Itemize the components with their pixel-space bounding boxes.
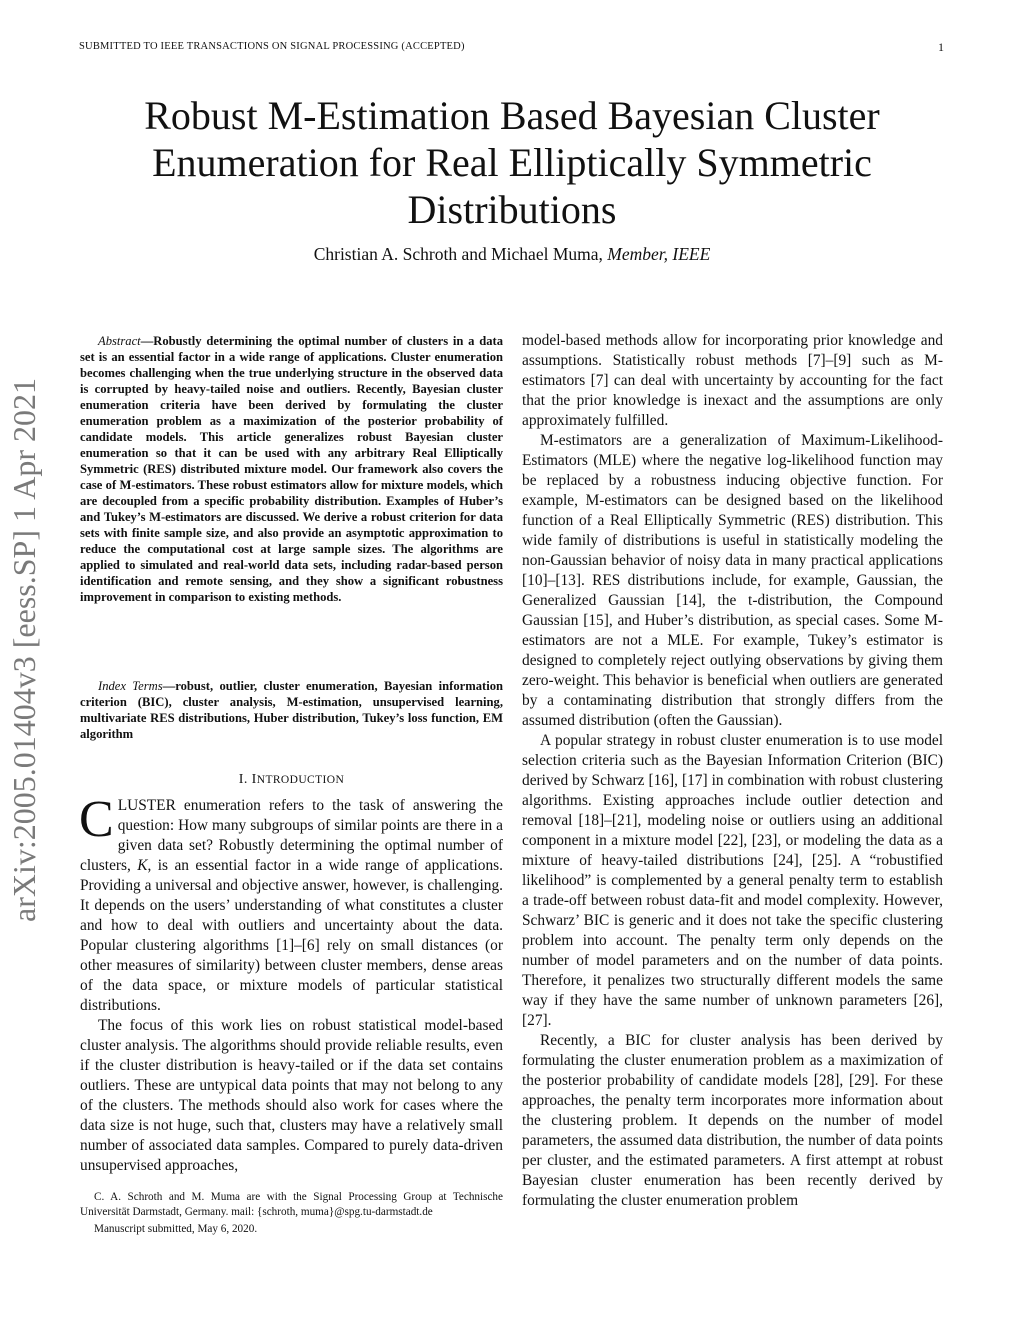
drop-cap: C bbox=[79, 791, 114, 848]
section-number: I. bbox=[238, 772, 248, 787]
abstract-label: Abstract bbox=[98, 334, 141, 348]
section-heading-introduction bbox=[80, 772, 503, 788]
index-terms-label: Index Terms bbox=[98, 679, 163, 693]
paper-title bbox=[80, 92, 944, 233]
abstract-text: Robustly determining the optimal number of clusters in a data set is an essential factor in a wide range of applications. Cluster enumeration becomes challenging when the true underlying structure in the observed data is corrupted by heavy-tailed noise and outliers. Recently, Bayesian cluster enumeration criteria have been derived by formulating the cluster enumeration problem as a maximization of the posterior probability of candidate models. This article generalizes robust Bayesian cluster enumeration so that it can be used with any arbitrary Real Elliptically Symmetric (RES) distributed mixture model. Our framework also covers the case of M-estimators. These robust estimators allow for mixture models, which are decoupled from a specific probability distribution. Examples of Huber’s and Tukey’s M-estimators are discussed. We derive a robust criterion for data sets with finite sample size, and also provide an asymptotic approximation to reduce the computational cost at large sample sizes. The algorithms are applied to simulated and real-world data sets, including radar-based person identification and remote sensing, and they show a significant robustness improvement in comparison to existing methods. bbox=[80, 334, 503, 604]
title-line: Distributions bbox=[407, 187, 617, 232]
index-terms bbox=[80, 678, 503, 742]
page-number: 1 bbox=[938, 40, 944, 54]
index-terms-text: robust, outlier, cluster enumeration, Bayesian information criterion (BIC), cluster analysis, M-estimation, unsupervised learning, multivariate RES distributions, Huber distribution, Tukey’s loss function, EM algorithm bbox=[80, 679, 503, 741]
paragraph: The focus of this work lies on robust statistical model-based cluster analysis. The algorithms should provide reliable results, even if the cluster distribution is heavy-tailed or if the data set contains outliers. These are untypical data points that may not belong to any of the clusters. The methods should also work for cases where the data size is not huge, such that, clusters may have a relatively small number of associated data samples. Compared to purely data-driven unsupervised approaches, bbox=[80, 1017, 503, 1174]
running-header: SUBMITTED TO IEEE TRANSACTIONS ON SIGNAL PROCESSING (ACCEPTED) bbox=[79, 41, 465, 52]
footnotes bbox=[80, 1190, 503, 1237]
math-k: K bbox=[137, 857, 148, 874]
title-line: Enumeration for Real Elliptically Symmetric bbox=[152, 140, 872, 185]
introduction-body bbox=[79, 791, 503, 1176]
paragraph: A popular strategy in robust cluster enumeration is to use model selection criteria such as the Bayesian Information Criterion (BIC) derived by Schwarz [16], [17] in combination with robust clustering algorithms. Existing approaches include outlier detection and removal [18]–[21], modeling noise or outliers using an additional component in a mixture model [22], [23], or modeling the data as a mixture of heavy-tailed distributions [24], [25]. A “robustified likelihood” is complemented by a general penalty term to establish a trade-off between robust data-fit and model complexity. However, Schwarz’ BIC is generic and it does not take the specific clustering problem into account. The penalty term only depends on the number of model parameters and on the number of data points. Therefore, it penalizes two structurally different models the same way if they have the same number of unknown parameters [26], [27]. bbox=[522, 732, 943, 1029]
section-title-rest: NTRODUCTION bbox=[256, 774, 345, 786]
author-line bbox=[80, 244, 944, 265]
right-column bbox=[522, 331, 943, 1211]
title-line: Robust M-Estimation Based Bayesian Cluster bbox=[144, 93, 880, 138]
affiliation-footnote: C. A. Schroth and M. Muma are with the Signal Processing Group at Technische Universität Darmstadt, Germany. mail: {schroth, muma}@spg.tu-darmstadt.de bbox=[80, 1191, 503, 1218]
author-names: Christian A. Schroth and Michael Muma, bbox=[313, 244, 603, 264]
paragraph: Recently, a BIC for cluster analysis has been derived by formulating the cluster enumeration problem as a maximization of the posterior probability of candidate models [28], [29]. For these approaches, the penalty term incorporates more information about the clustering problem. It depends on the number of model parameters, the assumed data distribution, the number of data points per cluster, and the estimated parameters. A first attempt at robust Bayesian cluster enumeration has been recently derived by formulating the cluster enumeration problem bbox=[522, 1032, 943, 1209]
abstract bbox=[80, 333, 503, 605]
submission-footnote: Manuscript submitted, May 6, 2020. bbox=[94, 1223, 258, 1235]
paragraph: model-based methods allow for incorporating prior knowledge and assumptions. Statistically robust methods [7]–[9] such as M-estimators [7] can deal with uncertainty by accounting for the fact that the prior knowledge is inexact and the assumptions are only approximately fulfilled. bbox=[522, 332, 943, 429]
author-membership: Member, IEEE bbox=[607, 244, 711, 264]
abstract-dash: — bbox=[140, 334, 154, 348]
index-terms-dash: — bbox=[162, 679, 176, 693]
paragraph: M-estimators are a generalization of Maximum-Likelihood-Estimators (MLE) where the negative log-likelihood function may be replaced by a robustness inducing objective function. For example, M-estimators can be designed based on the likelihood function of a Real Elliptically Symmetric (RES) distribution. This wide family of distributions is useful in statistically modeling the non-Gaussian behavior of noisy data in many practical applications [10]–[13]. RES distributions include, for example, Gaussian, the Generalized Gaussian [14], the t-distribution, the Compound Gaussian [15], and Huber’s distribution, as special cases. Some M-estimators are not a MLE. For example, Tukey’s estimator is designed to completely reject outlying observations by giving them zero-weight. This behavior is beneficial when outliers are generated by a contaminating distribution that strongly differs from the assumed distribution (often the Gaussian). bbox=[522, 432, 943, 729]
paragraph: CLUSTER enumeration refers to the task of answering the question: How many subgroups of similar points are there in a given data set? Robustly determining the optimal number of clusters, K, is an essential factor in a wide range of applications. Providing a universal and objective answer, however, is challenging. It depends on the users’ understanding of what constitutes a cluster and how to deal with outliers and uncertainty about the data. Popular clustering algorithms [1]–[6] rely on small distances (or other measures of similarity) between cluster members, dense areas of the data space, or mixture models of particular statistical distributions. bbox=[79, 791, 503, 1014]
arxiv-identifier: arXiv:2005.01404v3 [eess.SP] 1 Apr 2021 bbox=[6, 378, 42, 922]
section-initial: I bbox=[251, 772, 257, 787]
